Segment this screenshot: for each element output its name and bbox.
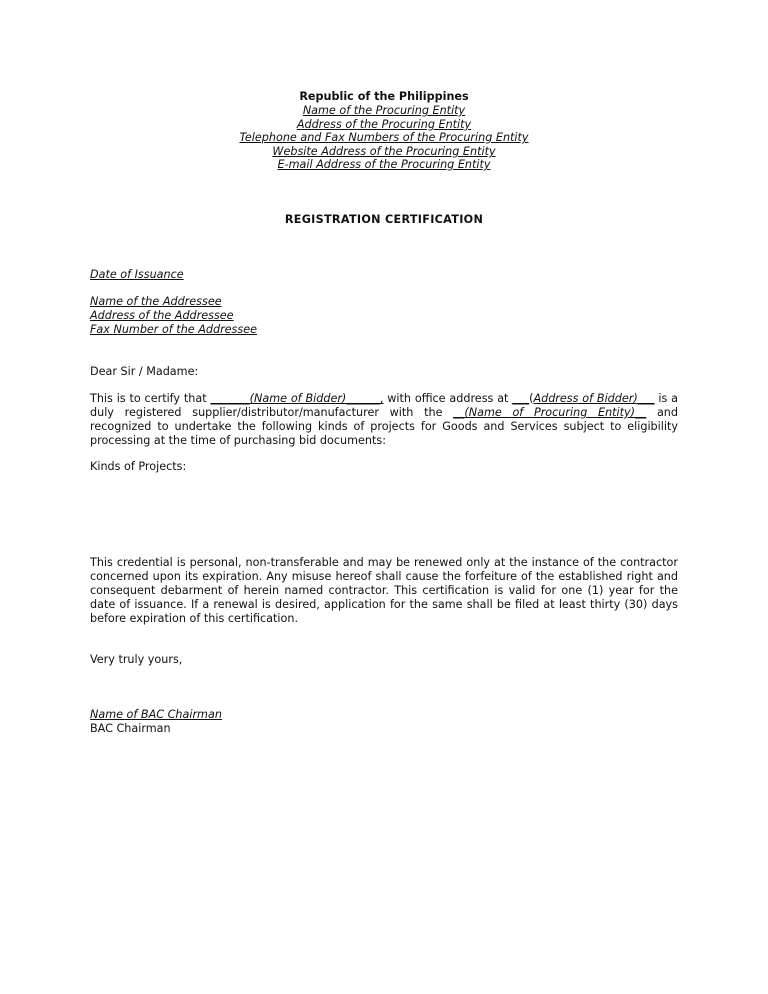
closing: Very truly yours, [90,653,183,666]
signatory-name: Name of BAC Chairman [90,708,222,721]
address-blank-2: ___ [637,392,655,405]
addressee-name: Name of the Addressee [90,295,222,308]
address-blank-1: ___ [512,392,530,405]
certify-text-3: is a duly registered supplier/distributor/manufacturer with the [90,392,679,419]
bidder-blank-2: ______, [346,392,384,405]
addressee-address: Address of the Addressee [90,309,234,322]
procuring-entity-name: Name of the Procuring Entity [302,104,466,117]
date-of-issuance: Date of Issuance [90,268,184,281]
signatory-title: BAC Chairman [90,722,171,735]
document-title: REGISTRATION CERTIFICATION [284,213,484,226]
addressee-fax: Fax Number of the Addressee [90,323,257,336]
bidder-blank-1: _______ [210,392,250,405]
credential-paragraph: This credential is personal, non-transferable and may be renewed only at the instance of the contractor concerned upon its expiration. Any misuse hereof shall cause the forfeiture of the established right and consequent debarment of herein named contractor. This certification is valid for one (1) year for the date of issuance. If a renewal is desired, application for the same shall be filed at least thirty (30) days before expiration of this certification. [90,556,678,625]
procuring-entity-phone-fax: Telephone and Fax Numbers of the Procuring Entity [239,131,529,144]
entity-blank-1: __ [453,406,465,419]
bidder-name-placeholder: (Name of Bidder) [249,392,347,405]
entity-blank-2: __ [635,406,647,419]
certify-text-2: with office address at [383,392,513,405]
address-paren: ( [529,392,534,405]
procuring-entity-website: Website Address of the Procuring Entity [272,145,496,158]
procuring-entity-placeholder: (Name of Procuring Entity) [464,406,636,419]
certify-text-4: and recognized to undertake the following kinds of projects for Goods and Services subject to eligibility processing at the time of purchasing bid documents: [90,406,678,447]
bidder-address-placeholder: Address of Bidder) [533,392,638,405]
procuring-entity-email: E-mail Address of the Procuring Entity [277,158,491,171]
kinds-of-projects-label: Kinds of Projects: [90,460,187,473]
certification-paragraph [90,392,678,448]
certify-text-1: This is to certify that [90,392,211,405]
salutation: Dear Sir / Madame: [90,365,199,378]
procuring-entity-address: Address of the Procuring Entity [296,118,472,131]
country-heading: Republic of the Philippines [299,90,469,103]
